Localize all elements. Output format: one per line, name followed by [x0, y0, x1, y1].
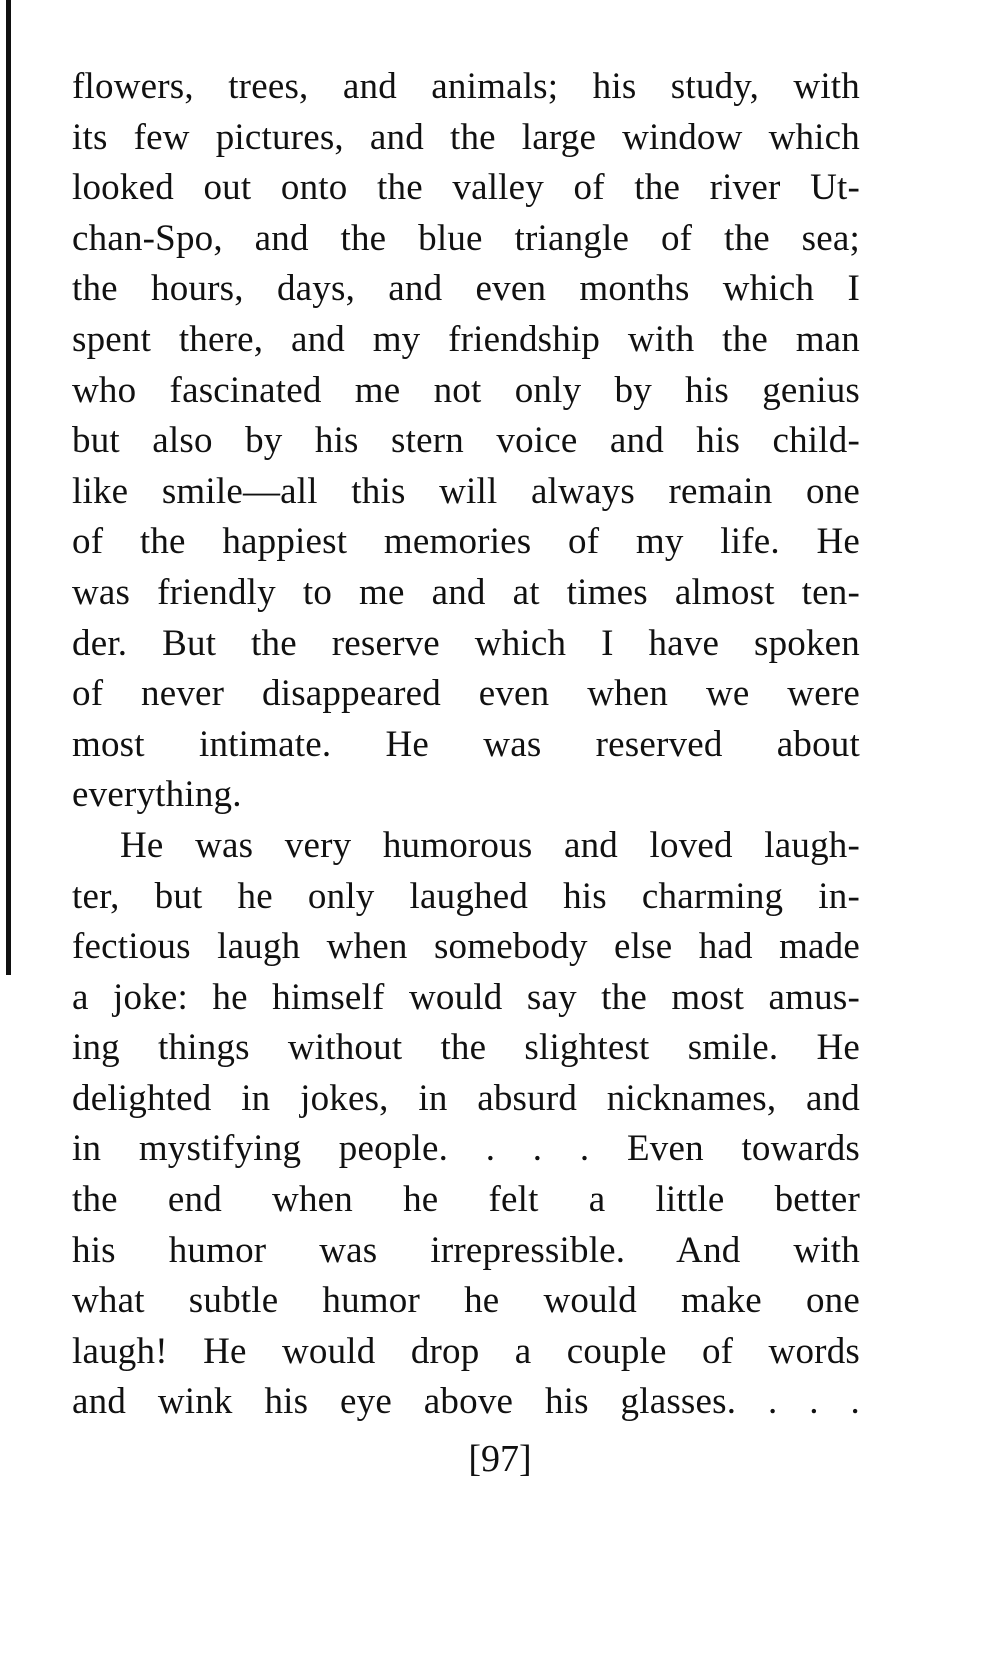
text-line: der. But the reserve which I have spoken [72, 622, 860, 664]
text-line: laugh! He would drop a couple of words [72, 1330, 860, 1372]
text-line: chan-Spo, and the blue triangle of the sea; [72, 217, 860, 259]
text-line: his humor was irrepressible. And with [72, 1229, 860, 1271]
text-line: ing things without the slightest smile. He [72, 1027, 860, 1069]
page-number: [97] [468, 1438, 532, 1480]
text-line: everything. [72, 774, 242, 816]
text-line: of never disappeared even when we were [72, 673, 860, 715]
text-line: He was very humorous and loved laugh- [120, 824, 860, 866]
text-line: and wink his eye above his glasses. . . . [72, 1381, 860, 1423]
scan-edge-line [6, 0, 11, 975]
text-line: in mystifying people. . . . Even towards [72, 1128, 860, 1170]
text-line: delighted in jokes, in absurd nicknames, and [72, 1077, 860, 1119]
text-line: spent there, and my friendship with the man [72, 318, 860, 360]
text-line: what subtle humor he would make one [72, 1280, 860, 1322]
text-line: its few pictures, and the large window which [72, 116, 860, 158]
body-text [72, 62, 860, 1428]
text-line: the hours, days, and even months which I [72, 268, 860, 310]
text-line: of the happiest memories of my life. He [72, 521, 860, 563]
text-line: the end when he felt a little better [72, 1179, 860, 1221]
text-line: most intimate. He was reserved about [72, 723, 860, 765]
text-line: like smile—all this will always remain one [72, 470, 860, 512]
text-line: was friendly to me and at times almost ten- [72, 571, 860, 613]
text-line: who fascinated me not only by his genius [72, 369, 860, 411]
text-line: a joke: he himself would say the most amus- [72, 976, 860, 1018]
text-line: fectious laugh when somebody else had made [72, 926, 860, 968]
text-line: ter, but he only laughed his charming in- [72, 875, 860, 917]
text-line: but also by his stern voice and his child- [72, 420, 860, 462]
text-line: flowers, trees, and animals; his study, with [72, 66, 860, 107]
text-line: looked out onto the valley of the river Ut- [72, 167, 860, 209]
